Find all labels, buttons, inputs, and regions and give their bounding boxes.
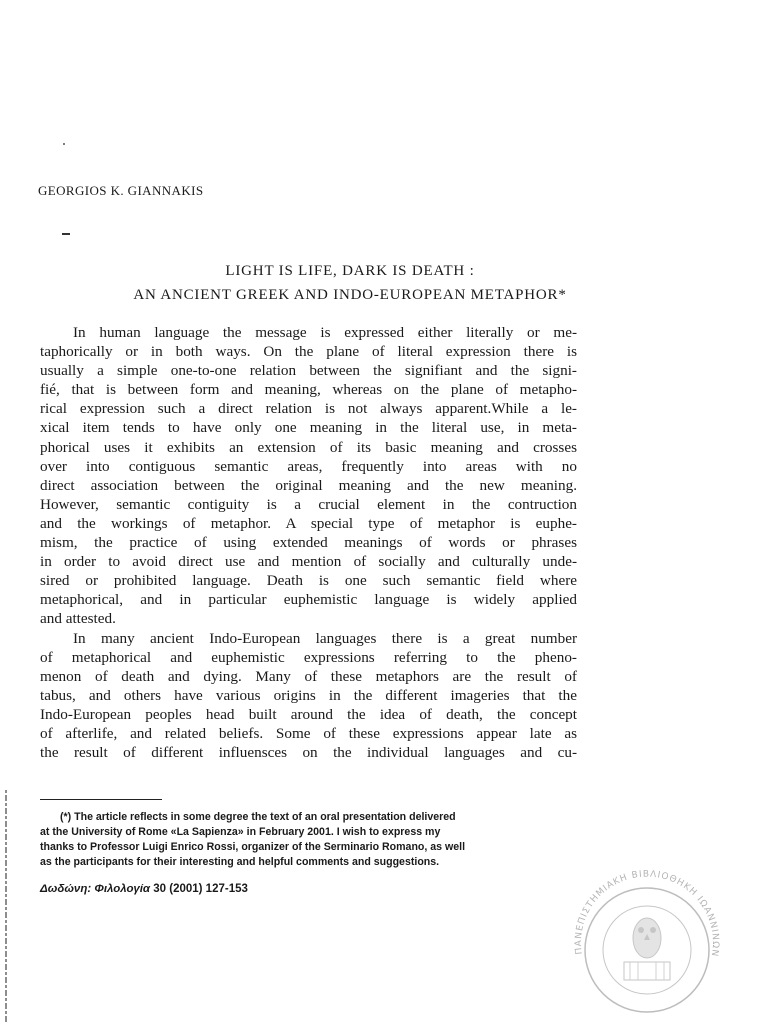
- journal-name: Δωδώνη: Φιλολογία: [40, 883, 151, 895]
- footnote: [40, 810, 563, 870]
- author-name: GEORGIOS K. GIANNAKIS: [38, 183, 204, 198]
- body-line: and the workings of metaphor. A special type of metaphor is euphe-: [40, 514, 577, 532]
- journal-volume-pages: 30 (2001) 127-153: [150, 883, 248, 895]
- body-line: In human language the message is expressed either literally or me-: [73, 324, 577, 341]
- scan-speck: [63, 143, 65, 145]
- article-body: [40, 323, 577, 762]
- article-title-line-2: AN ANCIENT GREEK AND INDO-EUROPEAN METAPHOR*: [133, 287, 567, 303]
- journal-citation: [40, 883, 248, 895]
- body-line: fié, that is between form and meaning, whereas on the plane of metapho-: [40, 381, 577, 399]
- footnote-line: thanks to Professor Luigi Enrico Rossi, organizer of the Serminario Romano, as well: [40, 840, 466, 853]
- body-line: the result of different influensces on the individual languages and cu-: [40, 744, 577, 762]
- body-line: of metaphorical and euphemistic expressions referring to the pheno-: [40, 648, 577, 666]
- body-line: rical expression such a direct relation is not always apparent.While a le-: [40, 400, 577, 418]
- body-line: sired or prohibited language. Death is one such semantic field where: [40, 572, 577, 590]
- body-line: of afterlife, and related beliefs. Some of these expressions appear late as: [40, 724, 577, 742]
- article-title-line-1: LIGHT IS LIFE, DARK IS DEATH :: [225, 263, 475, 279]
- body-line: phorical uses it exhibits an extension of its basic meaning and crosses: [40, 438, 577, 456]
- scan-edge-mark: [4, 790, 8, 1024]
- body-line: mism, the practice of using extended meanings of words or phrases: [40, 534, 577, 552]
- body-line: menon of death and dying. Many of these metaphors are the result of: [40, 667, 577, 685]
- body-line: taphorically or in both ways. On the plane of literal expression there is: [40, 343, 577, 361]
- footnote-rule: [40, 799, 162, 800]
- body-line: Indo-European peoples head built around the idea of death, the concept: [40, 705, 577, 723]
- body-line: usually a simple one-to-one relation between the signifiant and the signi-: [40, 362, 577, 380]
- footnote-line: at the University of Rome «La Sapienza» in February 2001. I wish to express my: [40, 825, 441, 838]
- stamp-text: ΠΑΝΕΠΙΣΤΗΜΙΑΚΗ ΒΙΒΛΙΟΘΗΚΗ ΙΩΑΝΝΙΝΩΝ: [573, 869, 721, 958]
- body-line: In many ancient Indo-European languages there is a great number: [73, 629, 577, 647]
- scan-dash: [62, 233, 70, 235]
- body-line: tabus, and others have various origins in the different imageries that the: [40, 686, 577, 704]
- footnote-line: as the participants for their interesting and helpful comments and suggestions.: [40, 855, 440, 868]
- body-line: However, semantic contiguity is a crucial element in the contruction: [40, 495, 577, 513]
- body-line: in order to avoid direct use and mention of socially and culturally unde-: [40, 553, 577, 571]
- library-stamp-icon: [568, 868, 726, 1018]
- body-line: over into contiguous semantic areas, frequently into areas with no: [40, 457, 577, 475]
- body-line: metaphorical, and in particular euphemistic language is widely applied: [40, 591, 577, 609]
- body-line: and attested.: [40, 610, 116, 628]
- footnote-line: (*) The article reflects in some degree the text of an oral presentation delivered: [60, 811, 456, 823]
- body-line: direct association between the original meaning and the new meaning.: [40, 476, 577, 494]
- body-line: xical item tends to have only one meaning in the literal use, in meta-: [40, 419, 577, 437]
